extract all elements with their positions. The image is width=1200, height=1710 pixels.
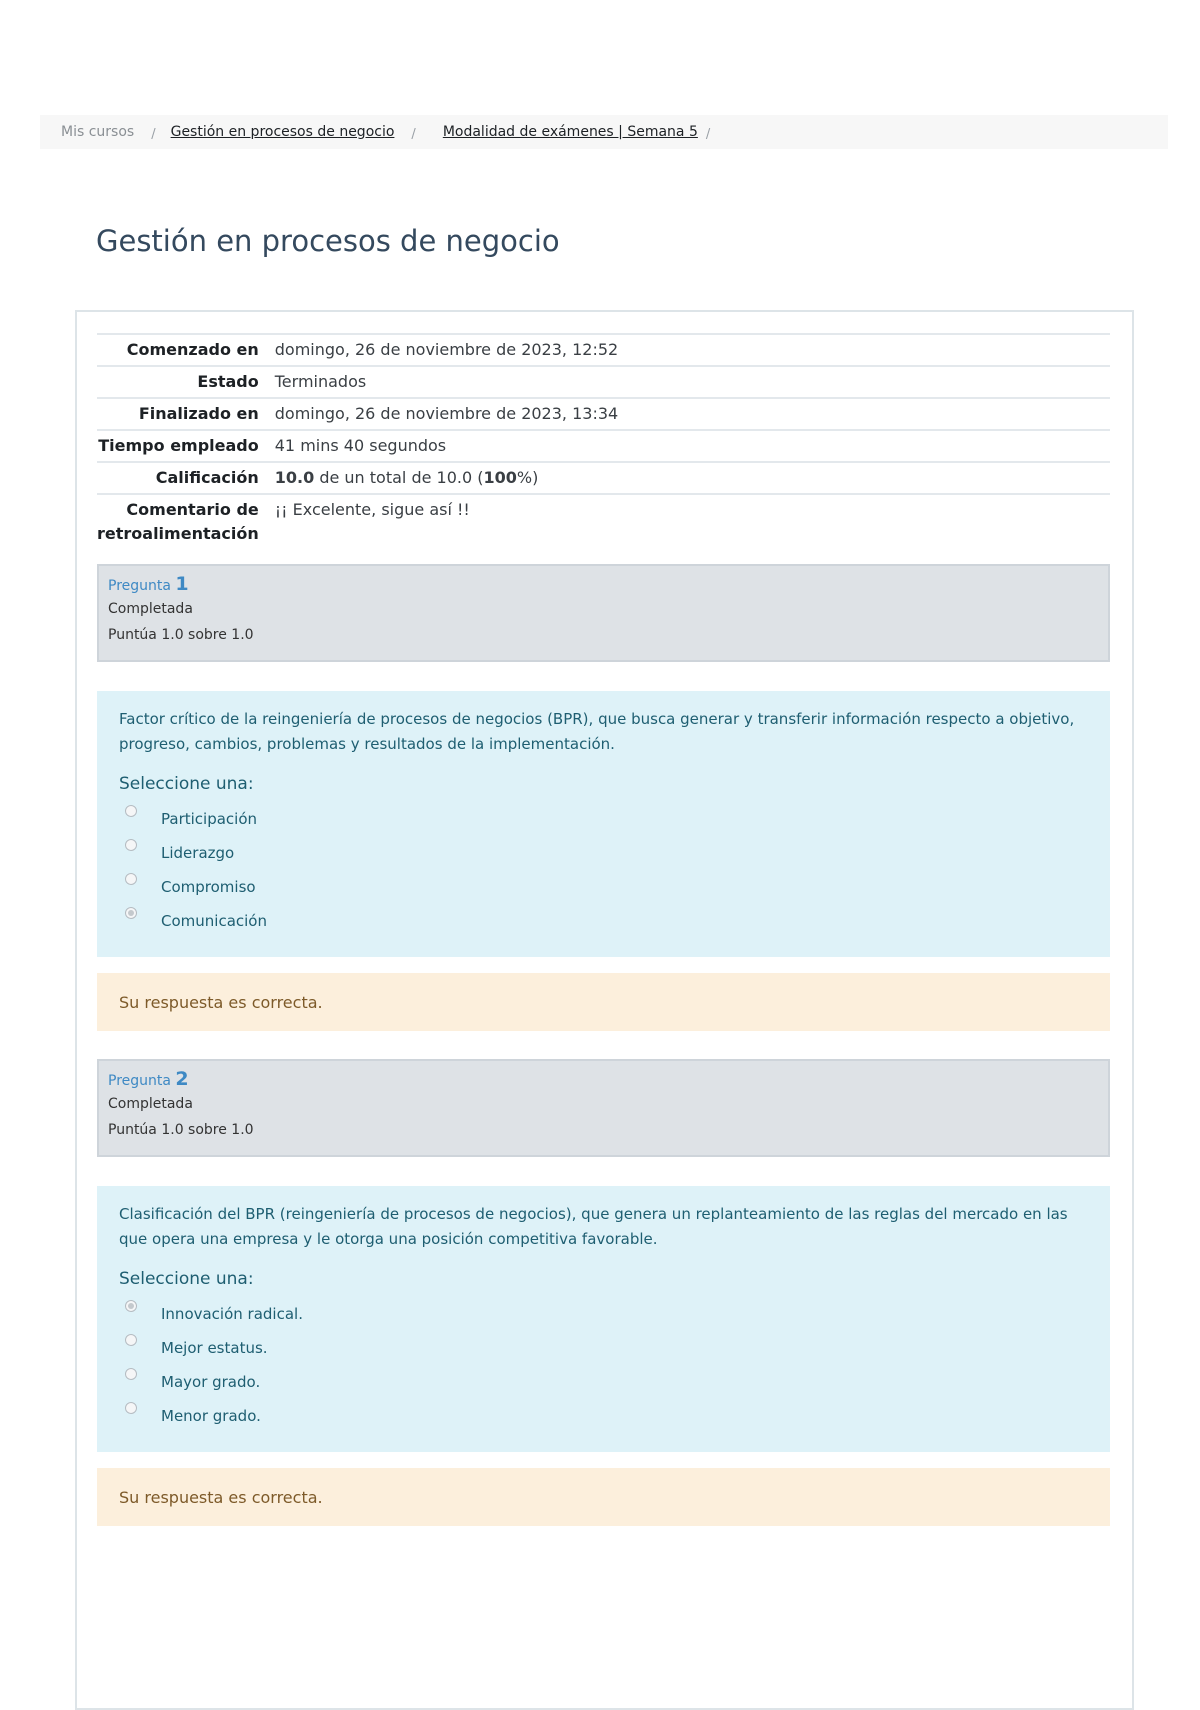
answer-label: Menor grado. (161, 1407, 261, 1425)
summary-row-state (97, 366, 1110, 398)
summary-label: Tiempo empleado (98, 436, 259, 455)
summary-label: Calificación (155, 468, 259, 487)
summary-label: Finalizado en (138, 404, 259, 423)
answer-label: Participación (161, 810, 258, 828)
answer-option-selected[interactable] (119, 1293, 1088, 1327)
attempt-summary-table (97, 333, 1110, 549)
radio-button[interactable] (125, 1402, 137, 1414)
summary-label: Comenzado en (126, 340, 259, 359)
radio-button[interactable] (125, 1368, 137, 1380)
answer-list (119, 1293, 1088, 1429)
question-label: Pregunta (108, 578, 171, 594)
radio-button[interactable] (125, 805, 137, 817)
question-state: Completada (108, 1096, 193, 1112)
summary-row-finished (97, 398, 1110, 430)
question-grade: Puntúa 1.0 sobre 1.0 (108, 627, 254, 643)
answer-label: Compromiso (161, 878, 256, 896)
question-state: Completada (108, 601, 193, 617)
answer-option[interactable] (119, 1327, 1088, 1361)
radio-button[interactable] (125, 839, 137, 851)
answer-list (119, 798, 1088, 934)
question-label: Pregunta (108, 1073, 171, 1089)
summary-value: domingo, 26 de noviembre de 2023, 13:34 (274, 404, 619, 423)
radio-button-checked[interactable] (125, 1300, 137, 1312)
question-info-1 (97, 564, 1110, 662)
answer-feedback-1: Su respuesta es correcta. (97, 973, 1110, 1031)
grade-total: de un total de 10.0 ( (314, 468, 484, 487)
summary-label: Estado (197, 372, 259, 391)
answer-option[interactable] (119, 866, 1088, 900)
breadcrumb-item-my-courses[interactable]: Mis cursos (61, 124, 135, 140)
answer-prompt: Seleccione una: (119, 1269, 254, 1289)
breadcrumb-separator: / (411, 126, 416, 142)
question-content-1 (97, 691, 1110, 957)
page-title: Gestión en procesos de negocio (96, 224, 560, 258)
summary-row-feedback (97, 494, 1110, 549)
radio-button[interactable] (125, 1334, 137, 1346)
radio-button-checked[interactable] (125, 907, 137, 919)
summary-row-time-taken (97, 430, 1110, 462)
question-number (108, 574, 1108, 596)
breadcrumb-item-course[interactable]: Gestión en procesos de negocio (170, 124, 395, 140)
grade-score: 10.0 (274, 468, 315, 487)
question-text: Factor crítico de la reingeniería de procesos de negocios (BPR), que busca generar y transferir información respecto a objetivo, progreso, cambios, problemas y resultados de la implementación. (119, 710, 1075, 753)
summary-value: domingo, 26 de noviembre de 2023, 12:52 (274, 340, 619, 359)
summary-row-grade (97, 462, 1110, 494)
summary-row-started (97, 334, 1110, 366)
question-number-value: 2 (175, 1068, 189, 1090)
answer-prompt: Seleccione una: (119, 774, 254, 794)
answer-option[interactable] (119, 798, 1088, 832)
summary-label: Comentario de retroalimentación (97, 500, 259, 543)
grade-percent-suffix: %) (516, 468, 539, 487)
answer-label: Mayor grado. (161, 1373, 261, 1391)
answer-label: Mejor estatus. (161, 1339, 268, 1357)
answer-label: Liderazgo (161, 844, 235, 862)
breadcrumb-separator: / (151, 126, 156, 142)
question-text: Clasificación del BPR (reingeniería de procesos de negocios), que genera un replanteamiento de las reglas del mercado en las que opera una empresa y le otorga una posición competitiva favorable. (119, 1205, 1068, 1248)
summary-value: 41 mins 40 segundos (274, 436, 447, 455)
breadcrumb-item-exam-module[interactable]: Modalidad de exámenes | Semana 5 (442, 124, 698, 140)
summary-value: Terminados (274, 372, 367, 391)
answer-option[interactable] (119, 1395, 1088, 1429)
answer-feedback-2: Su respuesta es correcta. (97, 1468, 1110, 1526)
answer-option[interactable] (119, 1361, 1088, 1395)
summary-value: ¡¡ Excelente, sigue así !! (274, 500, 470, 519)
question-content-2 (97, 1186, 1110, 1452)
answer-option-selected[interactable] (119, 900, 1088, 934)
question-number (108, 1069, 1108, 1091)
answer-label: Comunicación (161, 912, 267, 930)
question-grade: Puntúa 1.0 sobre 1.0 (108, 1122, 254, 1138)
grade-percent: 100 (483, 468, 517, 487)
breadcrumb-separator: / (705, 126, 711, 142)
question-info-2 (97, 1059, 1110, 1157)
question-number-value: 1 (175, 573, 189, 595)
breadcrumb (40, 115, 1168, 149)
answer-option[interactable] (119, 832, 1088, 866)
summary-value (259, 462, 1110, 494)
radio-button[interactable] (125, 873, 137, 885)
answer-label: Innovación radical. (161, 1305, 303, 1323)
